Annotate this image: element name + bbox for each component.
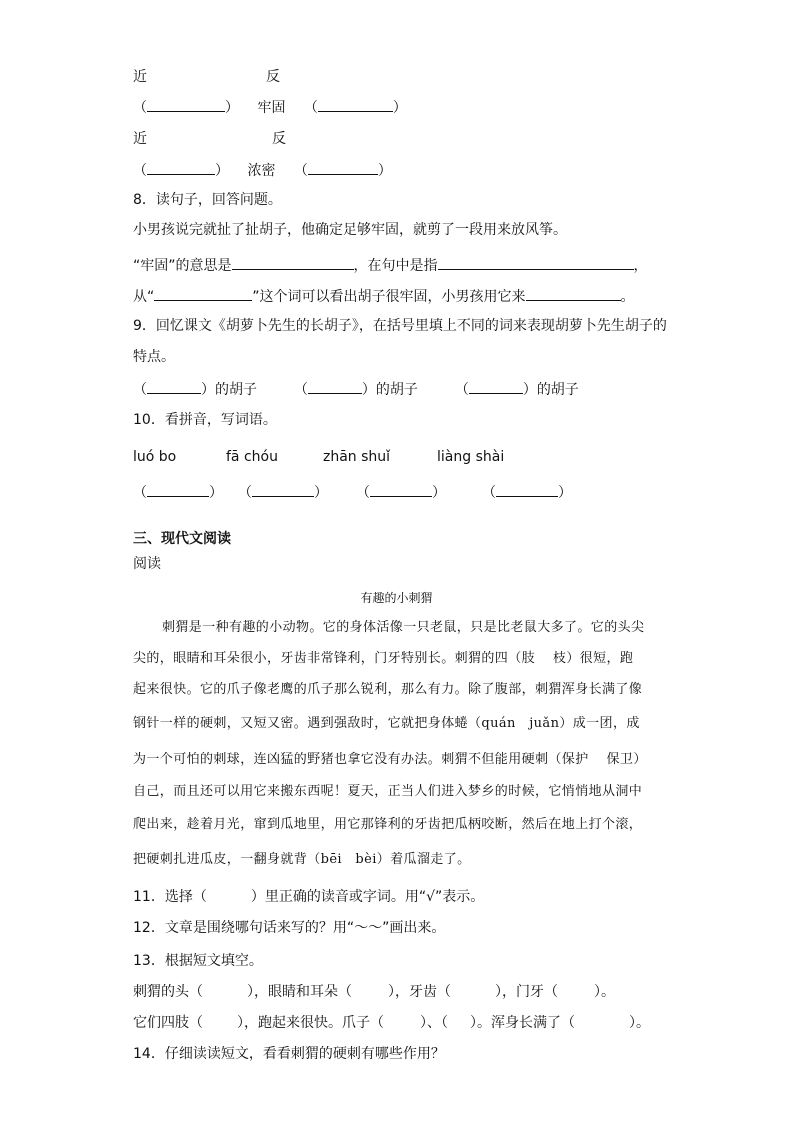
answer-blank[interactable]	[147, 160, 215, 175]
passage-line: 刺猬是一种有趣的小动物。它的身体活像一只老鼠，只是比老鼠大多了。它的头尖	[162, 620, 645, 635]
pinyin-2: fā chóu	[226, 449, 278, 465]
answer-blank[interactable]	[308, 379, 362, 394]
answer-blank[interactable]	[252, 482, 314, 497]
q8-line-2: 从“ ”这个词可以看出胡子很牢固，小男孩用它来 。	[133, 286, 635, 307]
section-heading: 三、现代文阅读	[133, 531, 231, 547]
answer-blank[interactable]	[147, 482, 209, 497]
passage-title: 有趣的小刺猬	[360, 591, 433, 605]
q12: 12．文章是围绕哪句话来写的？用“～～”画出来。	[133, 920, 446, 936]
answer-blank[interactable]	[438, 255, 634, 270]
pinyin-1: luó bo	[133, 449, 177, 465]
answer-blank[interactable]	[370, 482, 432, 497]
q14: 14．仔细读读短文，看看刺猬的硬刺有哪些作用？	[133, 1046, 445, 1062]
q8-title: 8．读句子，回答问题。	[133, 192, 282, 208]
q9-blanks: （ ）的胡子 （ ）的胡子 （ ）的胡子	[133, 379, 579, 400]
word-laogu: 牢固	[257, 100, 286, 116]
near-label-1: 近	[133, 69, 147, 85]
q13-line-1: 刺猬的头（ ），眼睛和耳朵（ ），牙齿（ ），门牙（ ）。	[133, 984, 615, 1000]
q8-line-1: “牢固”的意思是 ，在句中是指 ，	[133, 255, 648, 276]
anti-label-1: 反	[266, 69, 280, 85]
word-nongmi: 浓密	[247, 163, 276, 179]
q9-title: 9．回忆课文《胡萝卜先生的长胡子》，在括号里填上不同的词来表现胡萝卜先生胡子的	[133, 318, 667, 334]
answer-blank[interactable]	[308, 160, 378, 175]
q13-title: 13．根据短文填空。	[133, 953, 263, 969]
answer-blank[interactable]	[496, 482, 558, 497]
answer-blank[interactable]	[526, 286, 621, 301]
passage-line: 起来很快。它的爪子像老鹰的爪子那么锐利，那么有力。除了腹部，刺猬浑身长满了像	[133, 682, 643, 697]
passage-line: 爬出来，趁着月光，窜到瓜地里，用它那锋利的牙齿把瓜柄咬断，然后在地上打个滚，	[133, 817, 643, 832]
passage-line: 自己，而且还可以用它来搬东西呢！夏天，正当人们进入梦乡的时候，它悄悄地从洞中	[133, 784, 643, 799]
passage-line: 为一个可怕的刺球，连凶猛的野猪也拿它没有办法。刺猬不但能用硬刺（保护 保卫）	[133, 752, 647, 767]
answer-blank[interactable]	[318, 97, 393, 112]
q13-line-2: 它们四肢（ ），跑起来很快。爪子（ ）、（ ）。浑身长满了（ ）。	[133, 1015, 650, 1031]
q10-title: 10．看拼音，写词语。	[133, 412, 277, 428]
read-label: 阅读	[133, 556, 161, 572]
answer-blank[interactable]	[232, 255, 354, 270]
pinyin-4: liàng shài	[437, 449, 505, 465]
answer-blank[interactable]	[469, 379, 523, 394]
q11: 11．选择（ ）里正确的读音或字词。用“√”表示。	[133, 889, 485, 905]
passage-line: 钢针一样的硬刺，又短又密。遇到强敌时，它就把身体蜷（quán juǎn）成一团，成	[133, 716, 640, 731]
pinyin-3: zhān shuǐ	[323, 449, 391, 465]
passage-line: 把硬刺扎进瓜皮，一翻身就背（bēi bèi）着瓜溜走了。	[133, 852, 471, 867]
passage-line: 尖的，眼睛和耳朵很小，牙齿非常锋利，门牙特别长。刺猬的四（肢 枝）很短，跑	[133, 651, 634, 666]
answer-blank[interactable]	[154, 286, 252, 301]
q8-sentence: 小男孩说完就扯了扯胡子，他确定足够牢固，就剪了一段用来放风筝。	[133, 222, 567, 238]
near-label-2: 近	[133, 131, 147, 147]
q7-row-1: （ ） 牢固 （ ）	[133, 97, 407, 118]
q7-row-2: （ ） 浓密 （ ）	[133, 160, 392, 181]
q9-title-2: 特点。	[133, 349, 175, 365]
answer-blank[interactable]	[147, 97, 225, 112]
answer-blank[interactable]	[147, 379, 201, 394]
anti-label-2: 反	[272, 131, 286, 147]
